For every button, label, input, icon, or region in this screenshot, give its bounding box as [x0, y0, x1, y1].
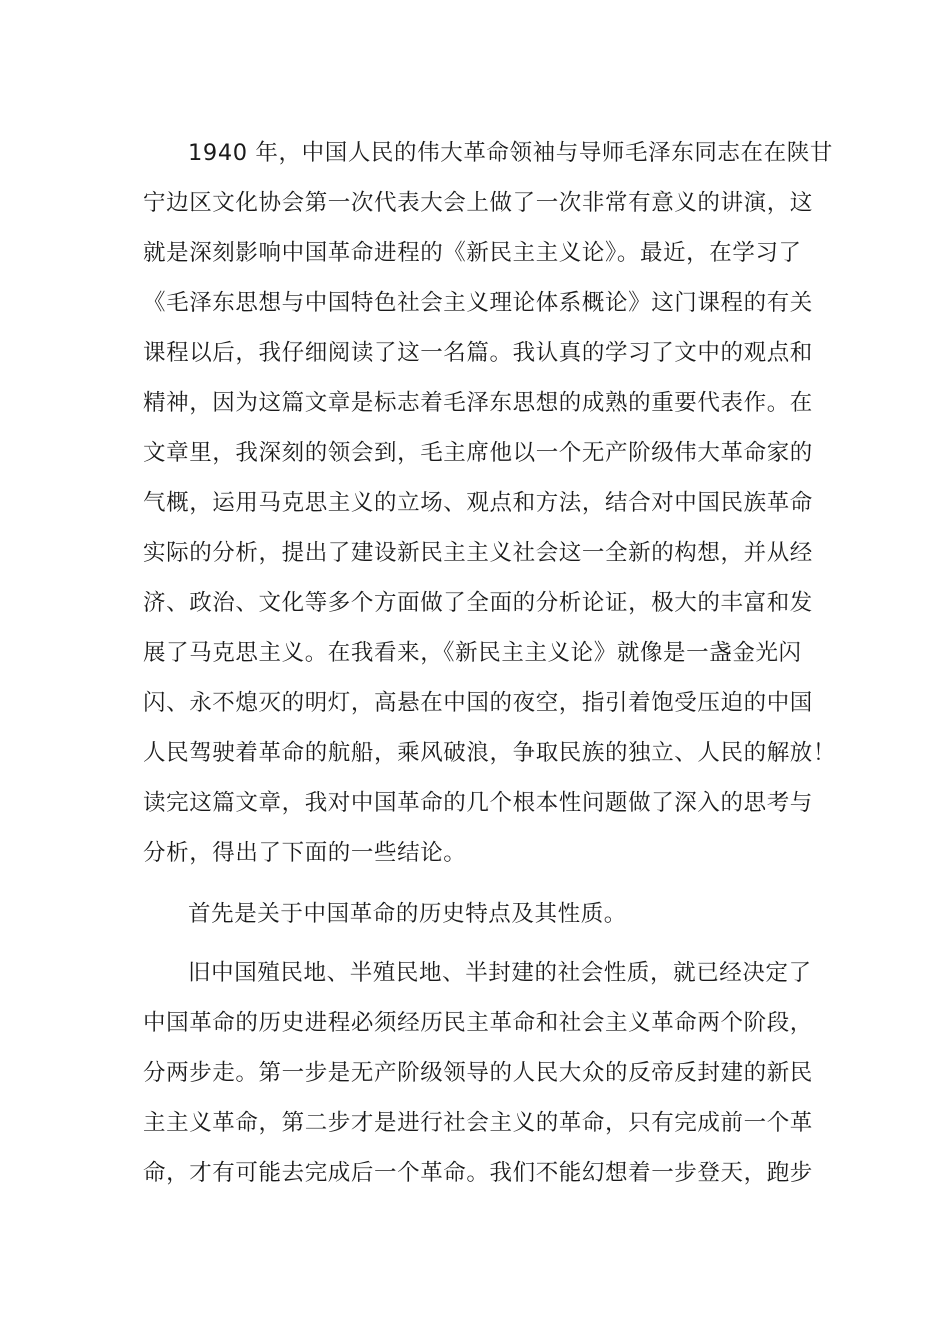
text-line: 展了马克思主义。在我看来，《新民主主义论》就像是一盏金光闪	[143, 640, 802, 666]
text-line: 就是深刻影响中国革命进程的《新民主主义论》。最近，在学习了	[143, 240, 802, 266]
text-line: 分析，得出了下面的一些结论。	[143, 840, 467, 866]
text-line: 旧中国殖民地、半殖民地、半封建的社会性质，就已经决定了	[188, 960, 812, 986]
text-line: 读完这篇文章，我对中国革命的几个根本性问题做了深入的思考与	[143, 790, 813, 816]
text-line: 济、政治、文化等多个方面做了全面的分析论证，极大的丰富和发	[143, 590, 813, 616]
text-line: 宁边区文化协会第一次代表大会上做了一次非常有意义的讲演，这	[143, 190, 813, 216]
text-line: 《毛泽东思想与中国特色社会主义理论体系概论》这门课程的有关	[143, 290, 813, 316]
text-line: 分两步走。第一步是无产阶级领导的人民大众的反帝反封建的新民	[143, 1060, 813, 1086]
text-line: 闪、永不熄灭的明灯，高悬在中国的夜空，指引着饱受压迫的中国	[143, 690, 813, 716]
text-line: 精神，因为这篇文章是标志着毛泽东思想的成熟的重要代表作。在	[143, 390, 813, 416]
text-line: 1940 年，中国人民的伟大革命领袖与导师毛泽东同志在在陕甘	[188, 140, 833, 166]
text-line: 文章里，我深刻的领会到，毛主席他以一个无产阶级伟大革命家的	[143, 440, 813, 466]
paragraph-body	[143, 948, 813, 1198]
text-line: 气概，运用马克思主义的立场、观点和方法，结合对中国民族革命	[143, 490, 813, 516]
text-line: 主主义革命，第二步才是进行社会主义的革命，只有完成前一个革	[143, 1110, 813, 1136]
text-line: 人民驾驶着革命的航船，乘风破浪，争取民族的独立、人民的解放！	[143, 740, 837, 766]
text-line: 首先是关于中国革命的历史特点及其性质。	[188, 901, 627, 927]
paragraph-section-heading	[143, 889, 813, 939]
text-line: 实际的分析，提出了建设新民主主义社会这一全新的构想，并从经	[143, 540, 813, 566]
paragraph-intro	[143, 128, 837, 878]
text-line: 命，才有可能去完成后一个革命。我们不能幻想着一步登天，跑步	[143, 1160, 813, 1186]
text-line: 课程以后，我仔细阅读了这一名篇。我认真的学习了文中的观点和	[143, 340, 813, 366]
text-line: 中国革命的历史进程必须经历民主革命和社会主义革命两个阶段，	[143, 1010, 813, 1036]
